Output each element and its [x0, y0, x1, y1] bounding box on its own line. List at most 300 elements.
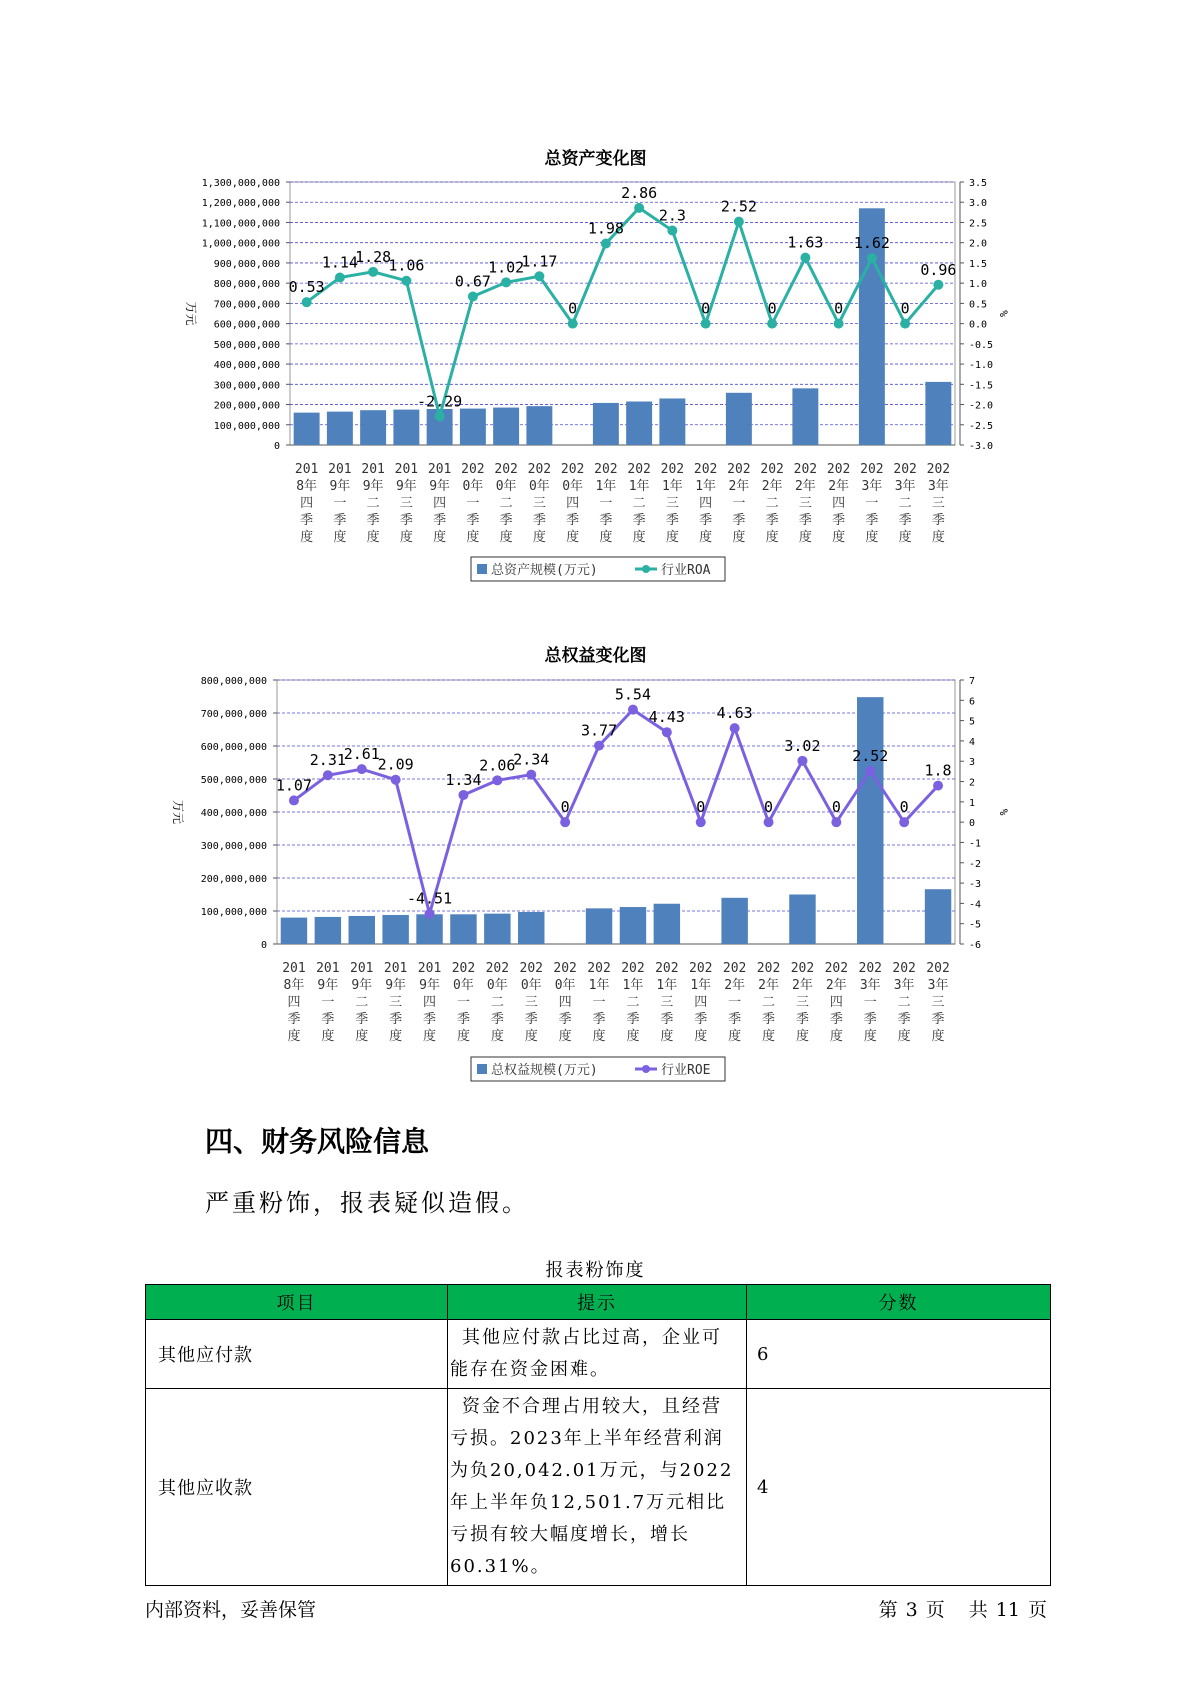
data-label: 2.52	[720, 197, 757, 216]
x-tick-text: 202	[587, 961, 611, 976]
x-tick-text: 202	[451, 961, 476, 976]
x-tick-text: 一	[456, 995, 470, 1010]
row-hint: 其他应付款占比过高，企业可能存在资金困难。	[448, 1320, 747, 1389]
line-point	[501, 277, 511, 287]
legend-line-label: 行业ROE	[661, 1063, 711, 1078]
x-tick-text: 1年	[595, 479, 617, 494]
x-tick-text: 季	[931, 1012, 945, 1027]
x-tick-label	[553, 961, 576, 1044]
x-tick-text: 季	[832, 513, 846, 528]
line-point	[401, 276, 411, 286]
line-point	[764, 817, 774, 827]
x-tick-text: 3年	[893, 978, 915, 993]
x-tick-text: 度	[798, 530, 812, 545]
x-tick-text: 季	[694, 1012, 708, 1027]
data-label: 1.02	[488, 258, 525, 277]
data-label: 1.14	[321, 253, 358, 272]
x-tick-text: 度	[490, 1029, 504, 1044]
legend-bar-swatch	[477, 564, 487, 574]
y-tick-label: 700,000,000	[213, 299, 280, 311]
bar	[526, 406, 552, 445]
x-tick-text: 202	[860, 462, 884, 477]
x-tick-text: 202	[793, 462, 818, 477]
x-tick-text: 度	[665, 530, 679, 545]
table-row	[146, 1320, 1051, 1389]
x-tick-text: 202	[494, 462, 518, 477]
header-item: 项目	[146, 1285, 448, 1320]
y2-tick-label: -1	[969, 838, 982, 850]
line-point	[357, 764, 367, 774]
bar	[789, 895, 815, 945]
x-tick-text: 度	[532, 530, 546, 545]
data-label: 0	[560, 798, 570, 817]
header-score: 分数	[747, 1285, 1051, 1320]
x-tick-text: 202	[722, 961, 747, 976]
line-point	[526, 770, 536, 780]
x-tick-text: 季	[728, 1012, 742, 1027]
data-label: 1.63	[787, 233, 824, 252]
x-tick-text: 2年	[758, 978, 779, 993]
data-label: 1.34	[445, 770, 482, 789]
data-label: 0.67	[454, 272, 491, 291]
x-tick-text: 0年	[495, 479, 517, 494]
y2-tick-label: 6	[969, 696, 976, 708]
x-tick-label	[494, 462, 517, 545]
x-tick-text: 季	[829, 1012, 843, 1027]
table-caption: 报表粉饰度	[545, 1260, 646, 1281]
y-tick-label: 0	[260, 940, 267, 951]
data-label: 3.02	[784, 736, 821, 755]
data-label: 4.63	[716, 704, 753, 723]
x-tick-text: 9年	[317, 978, 339, 993]
data-label: 1.98	[587, 219, 624, 238]
y2-tick-label: -1.5	[969, 380, 994, 392]
x-tick-text: 3年	[927, 479, 949, 494]
x-tick-text: 0年	[462, 479, 484, 494]
x-tick-text: 0年	[554, 978, 576, 993]
x-tick-label	[927, 462, 950, 545]
y-tick-label: 500,000,000	[200, 775, 267, 786]
x-tick-label	[727, 462, 750, 545]
data-label: -2.29	[417, 392, 463, 411]
x-tick-text: 2年	[792, 978, 813, 993]
x-tick-text: 0年	[528, 479, 550, 494]
x-tick-text: 一	[865, 496, 879, 511]
table-row	[146, 1389, 1051, 1586]
y2-axis-label: %	[997, 310, 1010, 317]
x-tick-text: 度	[366, 530, 380, 545]
x-tick-text: 季	[765, 513, 779, 528]
x-tick-text: 2年	[794, 479, 816, 494]
bar	[620, 907, 646, 944]
x-tick-text: 季	[399, 513, 413, 528]
bar	[925, 889, 951, 944]
x-tick-text: 季	[599, 513, 613, 528]
y2-tick-label: 3.5	[969, 178, 988, 189]
x-tick-text: 度	[931, 1029, 945, 1044]
x-tick-text: 8年	[296, 479, 318, 494]
x-tick-label	[428, 462, 451, 545]
x-tick-text: 201	[282, 961, 306, 976]
x-tick-text: 一	[592, 995, 606, 1010]
data-label: -4.51	[406, 889, 453, 908]
x-tick-text: 3年	[861, 479, 883, 494]
x-tick-text: 一	[599, 496, 613, 511]
y-tick-label: 300,000,000	[200, 841, 267, 852]
x-tick-text: 一	[466, 496, 480, 511]
y2-tick-label: 1.0	[969, 279, 988, 291]
bar	[654, 904, 680, 944]
x-tick-text: 202	[519, 961, 543, 976]
x-tick-text: 三	[795, 995, 809, 1010]
legend-bar-label: 总权益规模(万元)	[491, 1063, 598, 1078]
x-tick-text: 201	[427, 462, 452, 477]
x-tick-text: 季	[592, 1012, 606, 1027]
bar	[484, 914, 510, 944]
x-tick-text: 度	[765, 530, 779, 545]
data-label: 0	[767, 299, 777, 318]
x-tick-text: 201	[294, 462, 319, 477]
x-tick-text: 季	[300, 513, 314, 528]
x-tick-label	[384, 961, 407, 1044]
data-label: 0	[701, 299, 711, 318]
y-tick-label: 1,200,000,000	[201, 198, 280, 210]
x-tick-label	[350, 961, 373, 1044]
line-point	[323, 770, 333, 780]
x-tick-text: 季	[632, 513, 646, 528]
x-tick-text: 一	[863, 995, 877, 1010]
row-item: 其他应付款	[146, 1320, 448, 1389]
x-tick-text: 季	[524, 1012, 538, 1027]
y-tick-label: 100,000,000	[213, 420, 280, 432]
line-point	[601, 239, 611, 249]
y2-tick-label: -1.0	[969, 360, 994, 372]
data-label: 2.52	[852, 746, 889, 765]
page-total: 11	[995, 1599, 1020, 1621]
x-tick-label	[587, 961, 610, 1044]
x-tick-label	[859, 961, 882, 1044]
x-tick-text: 8年	[283, 978, 305, 993]
y2-tick-label: -2	[969, 858, 982, 870]
risk-table	[145, 1284, 1051, 1586]
x-tick-text: 202	[560, 462, 585, 477]
x-tick-text: 二	[762, 995, 776, 1010]
x-tick-label	[461, 462, 484, 545]
legend-line-marker	[642, 565, 650, 573]
x-tick-text: 度	[399, 530, 413, 545]
y-tick-label: 700,000,000	[200, 709, 267, 720]
x-tick-text: 度	[694, 1029, 708, 1044]
bar	[925, 382, 951, 445]
x-tick-text: 度	[863, 1029, 877, 1044]
page-prefix: 第	[878, 1599, 898, 1621]
x-tick-text: 度	[558, 1029, 572, 1044]
x-tick-text: 季	[898, 513, 912, 528]
data-label: 2.06	[479, 756, 516, 775]
data-label: 2.34	[513, 750, 550, 769]
x-tick-text: 三	[798, 496, 812, 511]
x-tick-text: 三	[524, 995, 538, 1010]
x-tick-text: 1年	[656, 978, 678, 993]
y-tick-label: 600,000,000	[200, 742, 267, 753]
x-tick-text: 3年	[927, 978, 949, 993]
x-tick-text: 三	[931, 995, 945, 1010]
x-tick-text: 0年	[520, 978, 542, 993]
x-tick-text: 季	[566, 513, 580, 528]
data-label: 3.77	[580, 721, 618, 740]
x-tick-text: 201	[361, 462, 385, 477]
x-tick-text: 度	[632, 530, 646, 545]
y2-tick-label: -0.5	[969, 339, 994, 351]
x-tick-text: 202	[858, 961, 882, 976]
x-tick-text: 三	[660, 995, 674, 1010]
x-tick-text: 2年	[761, 479, 783, 494]
x-tick-text: 季	[732, 513, 746, 528]
bar	[593, 403, 619, 445]
row-hint: 资金不合理占用较大，且经营亏损。2023年上半年经营利润为负20,042.01万元，与2022年上半年负12,501.7万元相比亏损有较大幅度增长，增长60.31%。	[448, 1389, 747, 1586]
x-tick-label	[791, 961, 814, 1044]
x-tick-text: 202	[826, 462, 851, 477]
x-tick-text: 四	[287, 995, 301, 1010]
line-point	[734, 217, 744, 227]
x-tick-text: 四	[832, 496, 846, 511]
x-tick-text: 度	[626, 1029, 640, 1044]
y2-tick-label: -2.0	[969, 400, 994, 412]
x-tick-label	[520, 961, 543, 1044]
line-point	[302, 297, 312, 307]
x-tick-text: 1年	[588, 978, 610, 993]
x-tick-text: 3年	[894, 479, 916, 494]
line-point	[800, 253, 810, 263]
y-axis-label: 万元	[171, 799, 185, 825]
section-body: 严重粉饰，报表疑似造假。	[205, 1189, 529, 1217]
y2-tick-label: -2.5	[969, 420, 994, 432]
y-tick-label: 1,000,000,000	[201, 238, 280, 250]
page-unit: 页	[925, 1599, 945, 1621]
data-label: 2.61	[343, 745, 380, 764]
x-tick-text: 季	[499, 513, 513, 528]
x-tick-text: 201	[383, 961, 408, 976]
x-tick-text: 季	[389, 1012, 403, 1027]
x-tick-text: 三	[399, 496, 413, 511]
bar	[382, 915, 408, 944]
x-tick-text: 季	[762, 1012, 776, 1027]
x-tick-text: 9年	[329, 479, 351, 494]
y2-tick-label: 2.0	[969, 238, 988, 250]
line-point	[368, 267, 378, 277]
line-point	[492, 775, 502, 785]
x-tick-text: 季	[321, 1012, 335, 1027]
x-tick-text: 四	[566, 496, 580, 511]
x-tick-label	[860, 462, 883, 545]
line-point	[797, 756, 807, 766]
x-tick-text: 202	[756, 961, 781, 976]
data-label: 1.8	[924, 761, 952, 780]
data-label: 4.43	[648, 708, 685, 727]
x-tick-text: 度	[931, 530, 945, 545]
y2-tick-label: 7	[969, 676, 976, 687]
x-tick-text: 0年	[486, 978, 508, 993]
data-label: 1.07	[275, 776, 313, 795]
bar	[726, 393, 752, 445]
x-tick-text: 202	[621, 961, 645, 976]
x-tick-text: 度	[832, 530, 846, 545]
data-label: 2.31	[309, 751, 346, 770]
bar	[460, 409, 486, 445]
page-current: 3	[905, 1599, 918, 1621]
y2-tick-label: -3.0	[969, 441, 994, 452]
x-tick-text: 三	[665, 496, 679, 511]
line-point	[730, 723, 740, 733]
line-point	[458, 790, 468, 800]
line-point	[335, 272, 345, 282]
bar	[518, 912, 544, 944]
x-tick-label	[827, 462, 850, 545]
bar	[281, 918, 307, 944]
y-tick-label: 1,300,000,000	[201, 178, 280, 189]
data-label: 0	[831, 798, 841, 817]
x-tick-text: 季	[931, 513, 945, 528]
x-tick-text: 二	[626, 995, 640, 1010]
x-tick-text: 1年	[622, 978, 644, 993]
x-tick-text: 季	[863, 1012, 877, 1027]
y2-tick-label: -3	[969, 879, 982, 891]
x-tick-label	[328, 462, 351, 545]
x-tick-text: 202	[461, 462, 485, 477]
x-tick-text: 季	[333, 513, 347, 528]
bar	[393, 410, 419, 445]
y2-tick-label: 0.5	[969, 299, 988, 311]
data-label: 2.09	[377, 755, 414, 774]
x-tick-text: 度	[829, 1029, 843, 1044]
x-tick-label	[757, 961, 780, 1044]
y2-tick-label: 5	[969, 716, 976, 728]
x-tick-label	[893, 462, 916, 545]
x-tick-text: 季	[366, 513, 380, 528]
data-label: 1.28	[355, 247, 392, 266]
x-tick-text: 度	[566, 530, 580, 545]
y-tick-label: 400,000,000	[213, 360, 280, 372]
total-prefix: 共	[968, 1599, 988, 1621]
x-tick-text: 2年	[825, 978, 847, 993]
data-label: 0	[900, 299, 910, 318]
assets-chart-title: 总资产变化图	[544, 149, 647, 169]
data-label: 1.62	[853, 234, 890, 253]
x-tick-label	[486, 961, 509, 1044]
x-tick-label	[452, 961, 475, 1044]
x-tick-label	[418, 961, 441, 1044]
x-tick-label	[295, 462, 318, 545]
x-tick-text: 9年	[351, 978, 373, 993]
line-point	[468, 292, 478, 302]
x-tick-text: 202	[527, 462, 552, 477]
x-tick-text: 季	[466, 513, 480, 528]
x-tick-label	[282, 961, 305, 1044]
x-tick-text: 202	[760, 462, 784, 477]
x-tick-text: 3年	[859, 978, 881, 993]
x-tick-text: 1年	[628, 479, 650, 494]
x-tick-text: 1年	[695, 479, 717, 494]
x-tick-text: 季	[660, 1012, 674, 1027]
bar	[315, 917, 341, 944]
y-axis-label: 万元	[184, 301, 198, 326]
line-point	[933, 280, 943, 290]
x-tick-text: 202	[892, 961, 916, 976]
x-tick-text: 二	[897, 995, 911, 1010]
bar	[360, 410, 386, 445]
x-tick-text: 度	[660, 1029, 674, 1044]
bar	[349, 916, 375, 944]
y2-tick-label: 1.5	[969, 258, 988, 270]
line-point	[865, 766, 875, 776]
table-header-row	[146, 1285, 1051, 1320]
y2-tick-label: -4	[969, 899, 982, 911]
page-number	[875, 1595, 1051, 1622]
x-tick-text: 季	[355, 1012, 369, 1027]
bar	[857, 697, 883, 944]
line-point	[560, 817, 570, 827]
data-label: 1.06	[388, 256, 425, 275]
x-tick-label	[794, 462, 817, 545]
x-tick-label	[689, 961, 712, 1044]
x-tick-text: 9年	[362, 479, 384, 494]
data-label: 1.17	[521, 252, 558, 271]
data-label: 2.86	[621, 183, 658, 202]
bar	[493, 408, 519, 445]
x-tick-text: 季	[665, 513, 679, 528]
x-tick-text: 202	[790, 961, 815, 976]
line-point	[662, 727, 672, 737]
x-tick-text: 三	[389, 995, 403, 1010]
line-point	[767, 319, 777, 329]
y2-tick-label: -6	[969, 940, 982, 951]
x-tick-text: 季	[626, 1012, 640, 1027]
x-tick-text: 201	[417, 961, 442, 976]
total-unit: 页	[1027, 1599, 1047, 1621]
x-tick-text: 三	[532, 496, 546, 511]
x-tick-text: 度	[728, 1029, 742, 1044]
x-tick-text: 度	[732, 530, 746, 545]
x-tick-text: 二	[765, 496, 779, 511]
y2-tick-label: -5	[969, 919, 982, 931]
x-tick-text: 度	[897, 1029, 911, 1044]
x-tick-label	[825, 961, 848, 1044]
x-tick-text: 202	[553, 961, 577, 976]
x-tick-label	[926, 961, 949, 1044]
line-point	[594, 741, 604, 751]
x-tick-text: 四	[300, 496, 314, 511]
bar	[792, 388, 818, 445]
x-tick-text: 度	[599, 530, 613, 545]
data-label: 0	[696, 798, 706, 817]
x-tick-text: 度	[795, 1029, 809, 1044]
x-tick-text: 度	[456, 1029, 470, 1044]
x-tick-text: 202	[926, 961, 950, 976]
x-tick-text: 二	[490, 995, 504, 1010]
row-item: 其他应收款	[146, 1389, 448, 1586]
data-label: 0.53	[288, 278, 325, 297]
x-tick-text: 季	[897, 1012, 911, 1027]
equity-chart-title: 总权益变化图	[544, 646, 647, 666]
x-tick-text: 202	[627, 462, 651, 477]
x-tick-text: 度	[300, 530, 314, 545]
x-tick-text: 度	[333, 530, 347, 545]
x-tick-text: 四	[558, 995, 572, 1010]
line-point	[667, 226, 677, 236]
bar	[659, 398, 685, 445]
legend-line-label: 行业ROA	[661, 563, 711, 578]
x-tick-text: 202	[689, 961, 713, 976]
